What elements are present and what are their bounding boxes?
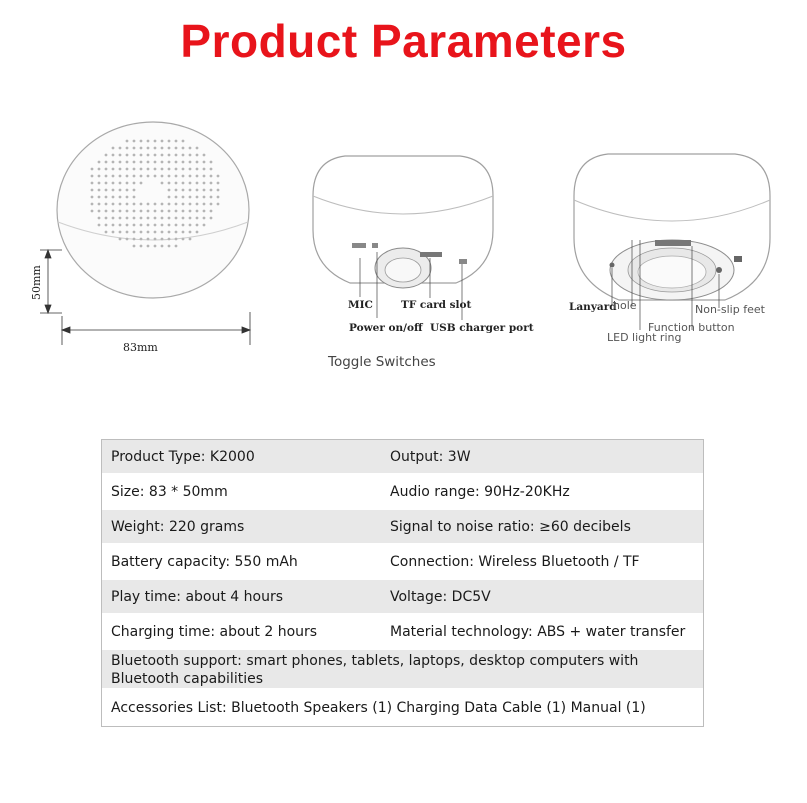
spec-output: Output: 3W <box>390 449 471 465</box>
toggle-switches-label: Toggle Switches <box>328 354 436 370</box>
table-row <box>102 545 703 580</box>
spec-size: Size: 83 * 50mm <box>111 484 228 500</box>
usb-label: USB charger port <box>430 322 534 334</box>
hole-label: hole <box>613 299 637 312</box>
spec-product-type: Product Type: K2000 <box>111 449 255 465</box>
width-dimension: 83mm <box>123 341 158 354</box>
spec-audio-range: Audio range: 90Hz-20KHz <box>390 484 570 500</box>
spec-charging-time: Charging time: about 2 hours <box>111 624 318 640</box>
table-row <box>102 580 703 615</box>
side-view-speaker <box>313 156 493 288</box>
mic-label: MIC <box>348 299 373 311</box>
power-label: Power on/off <box>349 322 423 334</box>
table-row <box>102 510 703 545</box>
spec-connection: Connection: Wireless Bluetooth / TF <box>390 554 640 570</box>
spec-snr: Signal to noise ratio: ≥60 decibels <box>390 519 631 535</box>
table-row <box>102 475 703 510</box>
height-dimension: 50mm <box>30 265 43 300</box>
spec-accessories: Accessories List: Bluetooth Speakers (1) Charging Data Cable (1) Manual (1) <box>111 700 646 716</box>
non-slip-feet-label: Non-slip feet <box>695 303 765 316</box>
lanyard-label: Lanyard <box>569 301 617 313</box>
spec-bluetooth-support: Bluetooth support: smart phones, tablets, laptops, desktop computers with Bluetooth capabilities <box>111 653 639 687</box>
table-row <box>102 440 703 475</box>
spec-play-time: Play time: about 4 hours <box>111 589 284 605</box>
product-diagram <box>0 0 807 400</box>
top-view-speaker <box>57 122 249 298</box>
table-row <box>102 690 703 726</box>
tf-card-slot-label: TF card slot <box>401 299 472 311</box>
page-title: Product Parameters <box>180 15 627 67</box>
table-row <box>102 615 703 650</box>
led-light-ring-label: LED light ring <box>607 331 682 344</box>
spec-battery: Battery capacity: 550 mAh <box>111 554 298 570</box>
function-button-label: Function button <box>648 321 735 334</box>
spec-material: Material technology: ABS + water transfer <box>390 624 686 640</box>
specs-table <box>101 439 704 727</box>
spec-weight: Weight: 220 grams <box>111 519 245 535</box>
table-row <box>102 650 703 690</box>
spec-voltage: Voltage: DC5V <box>390 589 491 605</box>
bottom-view-speaker <box>574 154 770 300</box>
